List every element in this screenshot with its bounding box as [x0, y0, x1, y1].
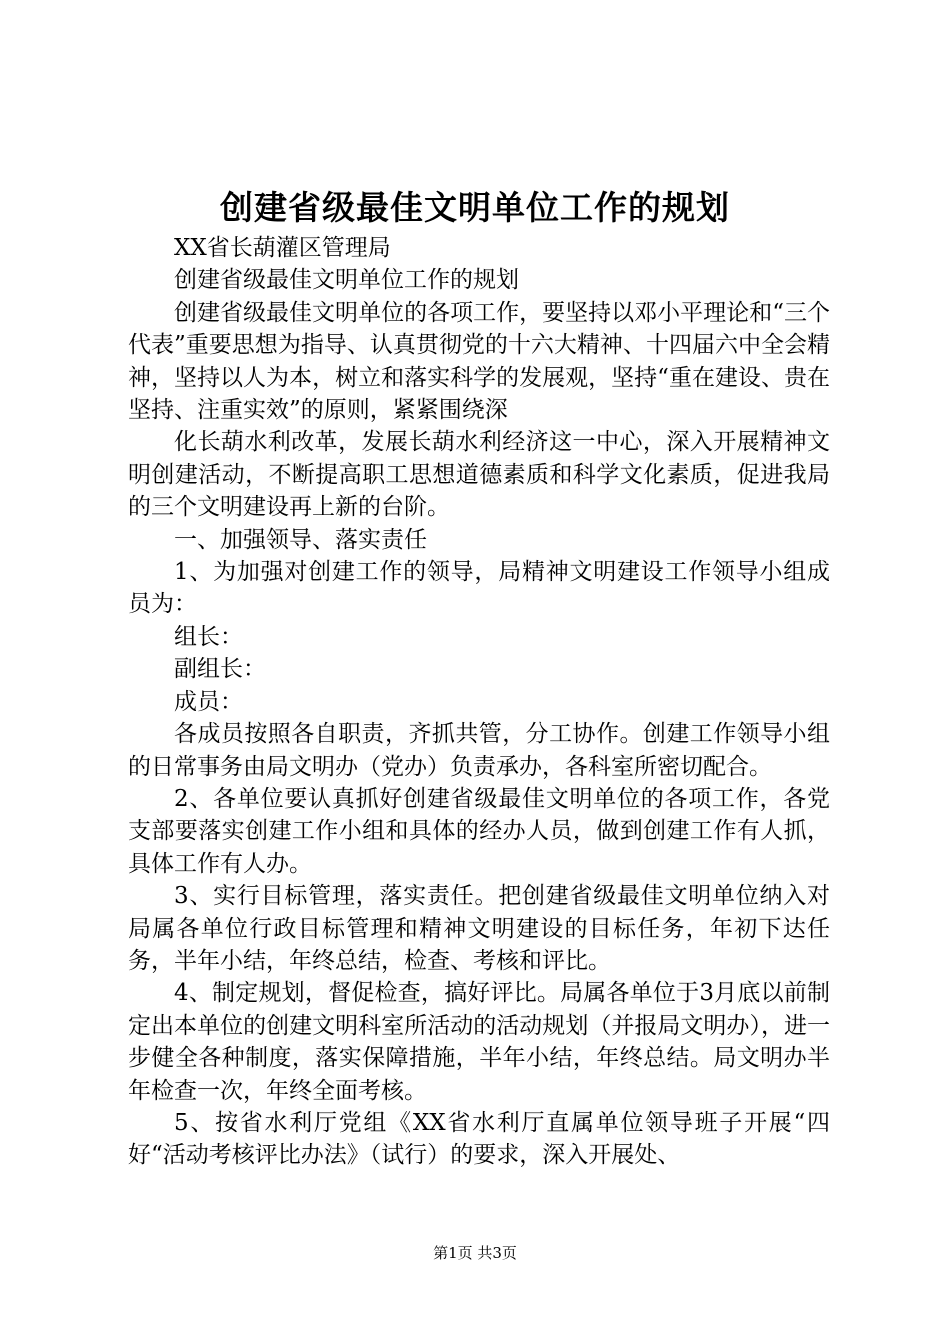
- paragraph-members: 成员：: [174, 688, 243, 715]
- paragraph-item-3: 3、实行目标管理，落实责任。把创建省级最佳文明单位纳入对局属各单位行政目标管理和精神文明建设的目标任务，年初下达任务，半年小结，年终总结，检查、考核和评比。: [128, 883, 830, 974]
- paragraph-subtitle: 创建省级最佳文明单位工作的规划: [174, 267, 519, 294]
- paragraph-org: XX省长葫灌区管理局: [174, 235, 391, 261]
- page-footer: 第1页 共3页: [433, 1244, 517, 1262]
- section-heading-1: 一、加强领导、落实责任: [174, 526, 427, 553]
- paragraph-item-5: 5、按省水利厅党组《XX省水利厅直属单位领导班子开展“四好“活动考核评比办法》（试行）的要求，深入开展处、: [128, 1109, 830, 1169]
- paragraph-intro-cont: 化长葫水利改革，发展长葫水利经济这一中心，深入开展精神文明创建活动，不断提高职工思想道德素质和科学文化素质，促进我局的三个文明建设再上新的台阶。: [128, 429, 830, 521]
- paragraph-deputy-leader: 副组长：: [174, 656, 266, 683]
- paragraph-intro: 创建省级最佳文明单位的各项工作，要坚持以邓小平理论和“三个代表”重要思想为指导、认真贯彻党的十六大精神、十四届六中全会精神，坚持以人为本，树立和落实科学的发展观，坚持“重在建设、贵在坚持、注重实效”的原则，紧紧围绕深: [128, 299, 830, 424]
- document-title: 创建省级最佳文明单位工作的规划: [220, 188, 730, 227]
- document-body: [128, 232, 830, 1172]
- paragraph-item-4: 4、制定规划，督促检查，搞好评比。局属各单位于3月底以前制定出本单位的创建文明科室所活动的活动规划（并报局文明办），进一步健全各种制度，落实保障措施，半年小结，年终总结。局文明办半年检查一次，年终全面考核。: [128, 980, 830, 1104]
- paragraph-leader: 组长：: [174, 623, 243, 650]
- paragraph-item-1: 1、为加强对创建工作的领导，局精神文明建设工作领导小组成员为：: [128, 559, 830, 618]
- paragraph-duties: 各成员按照各自职责，齐抓共管，分工协作。创建工作领导小组的日常事务由局文明办（党办）负责承办，各科室所密切配合。: [128, 721, 830, 780]
- paragraph-item-2: 2、各单位要认真抓好创建省级最佳文明单位的各项工作，各党支部要落实创建工作小组和具体的经办人员，做到创建工作有人抓，具体工作有人办。: [128, 785, 830, 877]
